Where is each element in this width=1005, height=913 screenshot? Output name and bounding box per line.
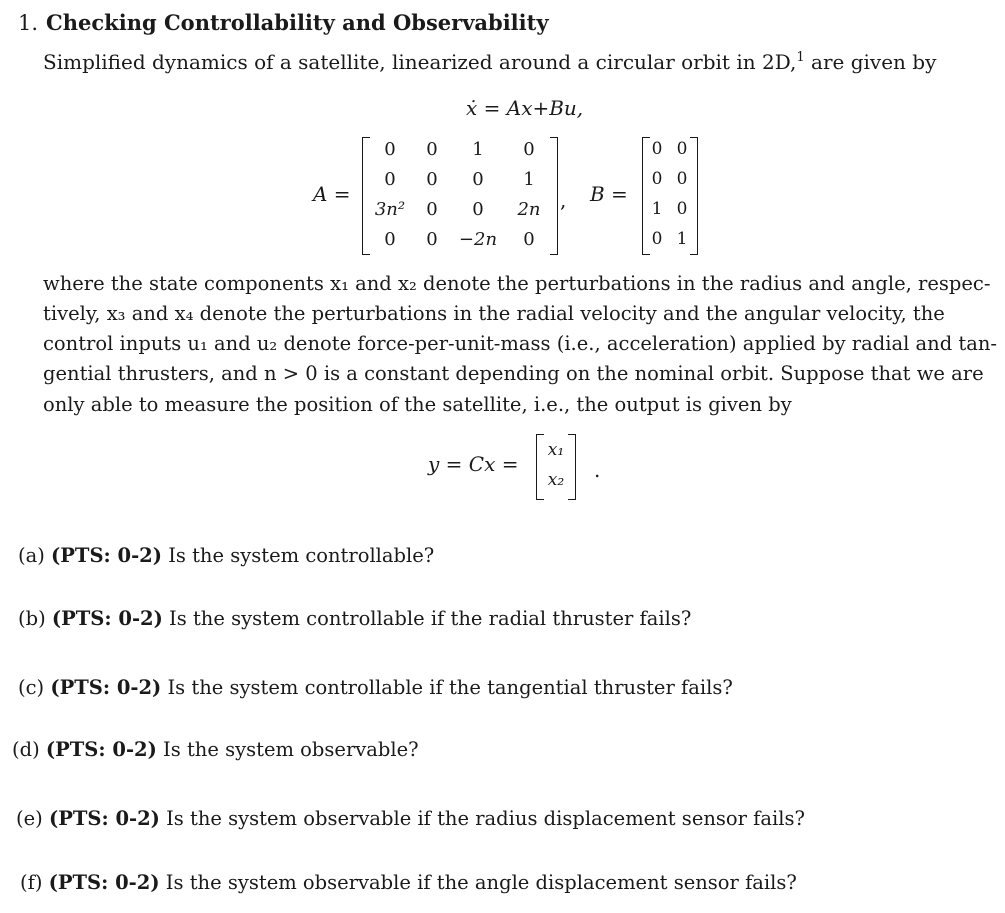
matrix-a-cell: 0: [426, 199, 438, 220]
output-vector-right-bracket: [568, 434, 576, 500]
question-points: (PTS: 0-2): [48, 871, 160, 894]
matrix-b-label: B =: [590, 182, 628, 206]
question-points: (PTS: 0-2): [51, 544, 162, 567]
state-equation: ẋ = Ax+Bu,: [466, 96, 584, 120]
output-vector-entry: x₂: [547, 470, 565, 490]
matrix-a-cell: 0: [472, 169, 484, 190]
question-text: Is the system observable if the angle displacement sensor fails?: [165, 871, 797, 894]
question-b: [18, 607, 691, 630]
matrix-a-cell: 3n²: [374, 199, 406, 220]
matrix-a-label: A =: [313, 182, 351, 206]
matrix-a-cell: 0: [523, 139, 535, 160]
question-label: (a): [18, 544, 45, 567]
matrix-a-cell: 0: [426, 229, 438, 250]
footnote-marker: 1: [796, 50, 805, 65]
intro-text: Simplified dynamics of a satellite, linearized around a circular orbit in 2D,: [43, 50, 797, 74]
matrix-b-cell: 0: [676, 139, 688, 159]
question-points: (PTS: 0-2): [51, 607, 163, 630]
intro-sentence: [43, 50, 936, 74]
matrix-a-cell: 0: [523, 229, 535, 250]
matrix-a: [362, 137, 558, 255]
question-f: [20, 871, 797, 894]
intro-text-after: are given by: [811, 50, 937, 74]
question-label: (e): [16, 807, 43, 830]
matrix-a-cell: 1: [523, 169, 535, 190]
matrix-a-cell: 0: [384, 229, 396, 250]
question-points: (PTS: 0-2): [48, 807, 160, 830]
description-line: control inputs u₁ and u₂ denote force-per-unit-mass (i.e., acceleration) applied by radial and tan-: [43, 332, 997, 355]
matrix-b-cell: 1: [651, 199, 663, 219]
matrix-a-cell: 0: [472, 199, 484, 220]
question-c: [18, 676, 733, 699]
output-vector: [536, 434, 576, 500]
matrix-b-cell: 0: [676, 199, 688, 219]
question-label: (f): [20, 871, 43, 894]
question-text: Is the system controllable?: [168, 544, 435, 567]
output-vector-entry: x₁: [547, 440, 565, 460]
question-d: [12, 738, 419, 761]
output-vector-left-bracket: [536, 434, 544, 500]
matrix-a-cell: −2n: [458, 229, 498, 250]
matrix-a-cell: 0: [384, 139, 396, 160]
output-equation-period: .: [594, 458, 601, 482]
matrix-b-cell: 0: [651, 229, 663, 249]
question-text: Is the system controllable if the tangential thruster fails?: [167, 676, 733, 699]
output-equation-lhs: y = Cx =: [428, 452, 519, 476]
section-title: [18, 10, 549, 35]
matrix-b-cell: 0: [676, 169, 688, 189]
matrix-a-cell: 2n: [517, 199, 541, 220]
matrix-a-right-bracket: [550, 137, 558, 255]
question-text: Is the system controllable if the radial thruster fails?: [169, 607, 692, 630]
matrix-a-cell: 0: [426, 169, 438, 190]
matrix-a-cell: 0: [384, 169, 396, 190]
question-a: [18, 544, 434, 567]
description-line: tively, x₃ and x₄ denote the perturbations in the radial velocity and the angular velocity, the: [43, 302, 945, 325]
question-e: [16, 807, 805, 830]
description-line: where the state components x₁ and x₂ denote the perturbations in the radius and angle, respec-: [43, 272, 991, 295]
question-text: Is the system observable?: [163, 738, 419, 761]
matrix-a-cell: 0: [426, 139, 438, 160]
question-text: Is the system observable if the radius displacement sensor fails?: [166, 807, 805, 830]
matrix-b-cell: 1: [676, 229, 688, 249]
description-line: only able to measure the position of the satellite, i.e., the output is given by: [43, 393, 792, 416]
matrix-b-cell: 0: [651, 169, 663, 189]
section-title-text: Checking Controllability and Observability: [46, 10, 549, 35]
question-points: (PTS: 0-2): [50, 676, 162, 699]
matrix-b: [642, 137, 698, 255]
description-line: gential thrusters, and n > 0 is a constant depending on the nominal orbit. Suppose that we are: [43, 362, 984, 385]
question-points: (PTS: 0-2): [45, 738, 157, 761]
matrix-separator: ,: [560, 188, 567, 212]
question-label: (d): [12, 738, 40, 761]
question-label: (c): [18, 676, 45, 699]
matrix-a-cell: 1: [472, 139, 484, 160]
matrix-b-cell: 0: [651, 139, 663, 159]
question-label: (b): [18, 607, 46, 630]
section-number: 1.: [18, 11, 39, 35]
